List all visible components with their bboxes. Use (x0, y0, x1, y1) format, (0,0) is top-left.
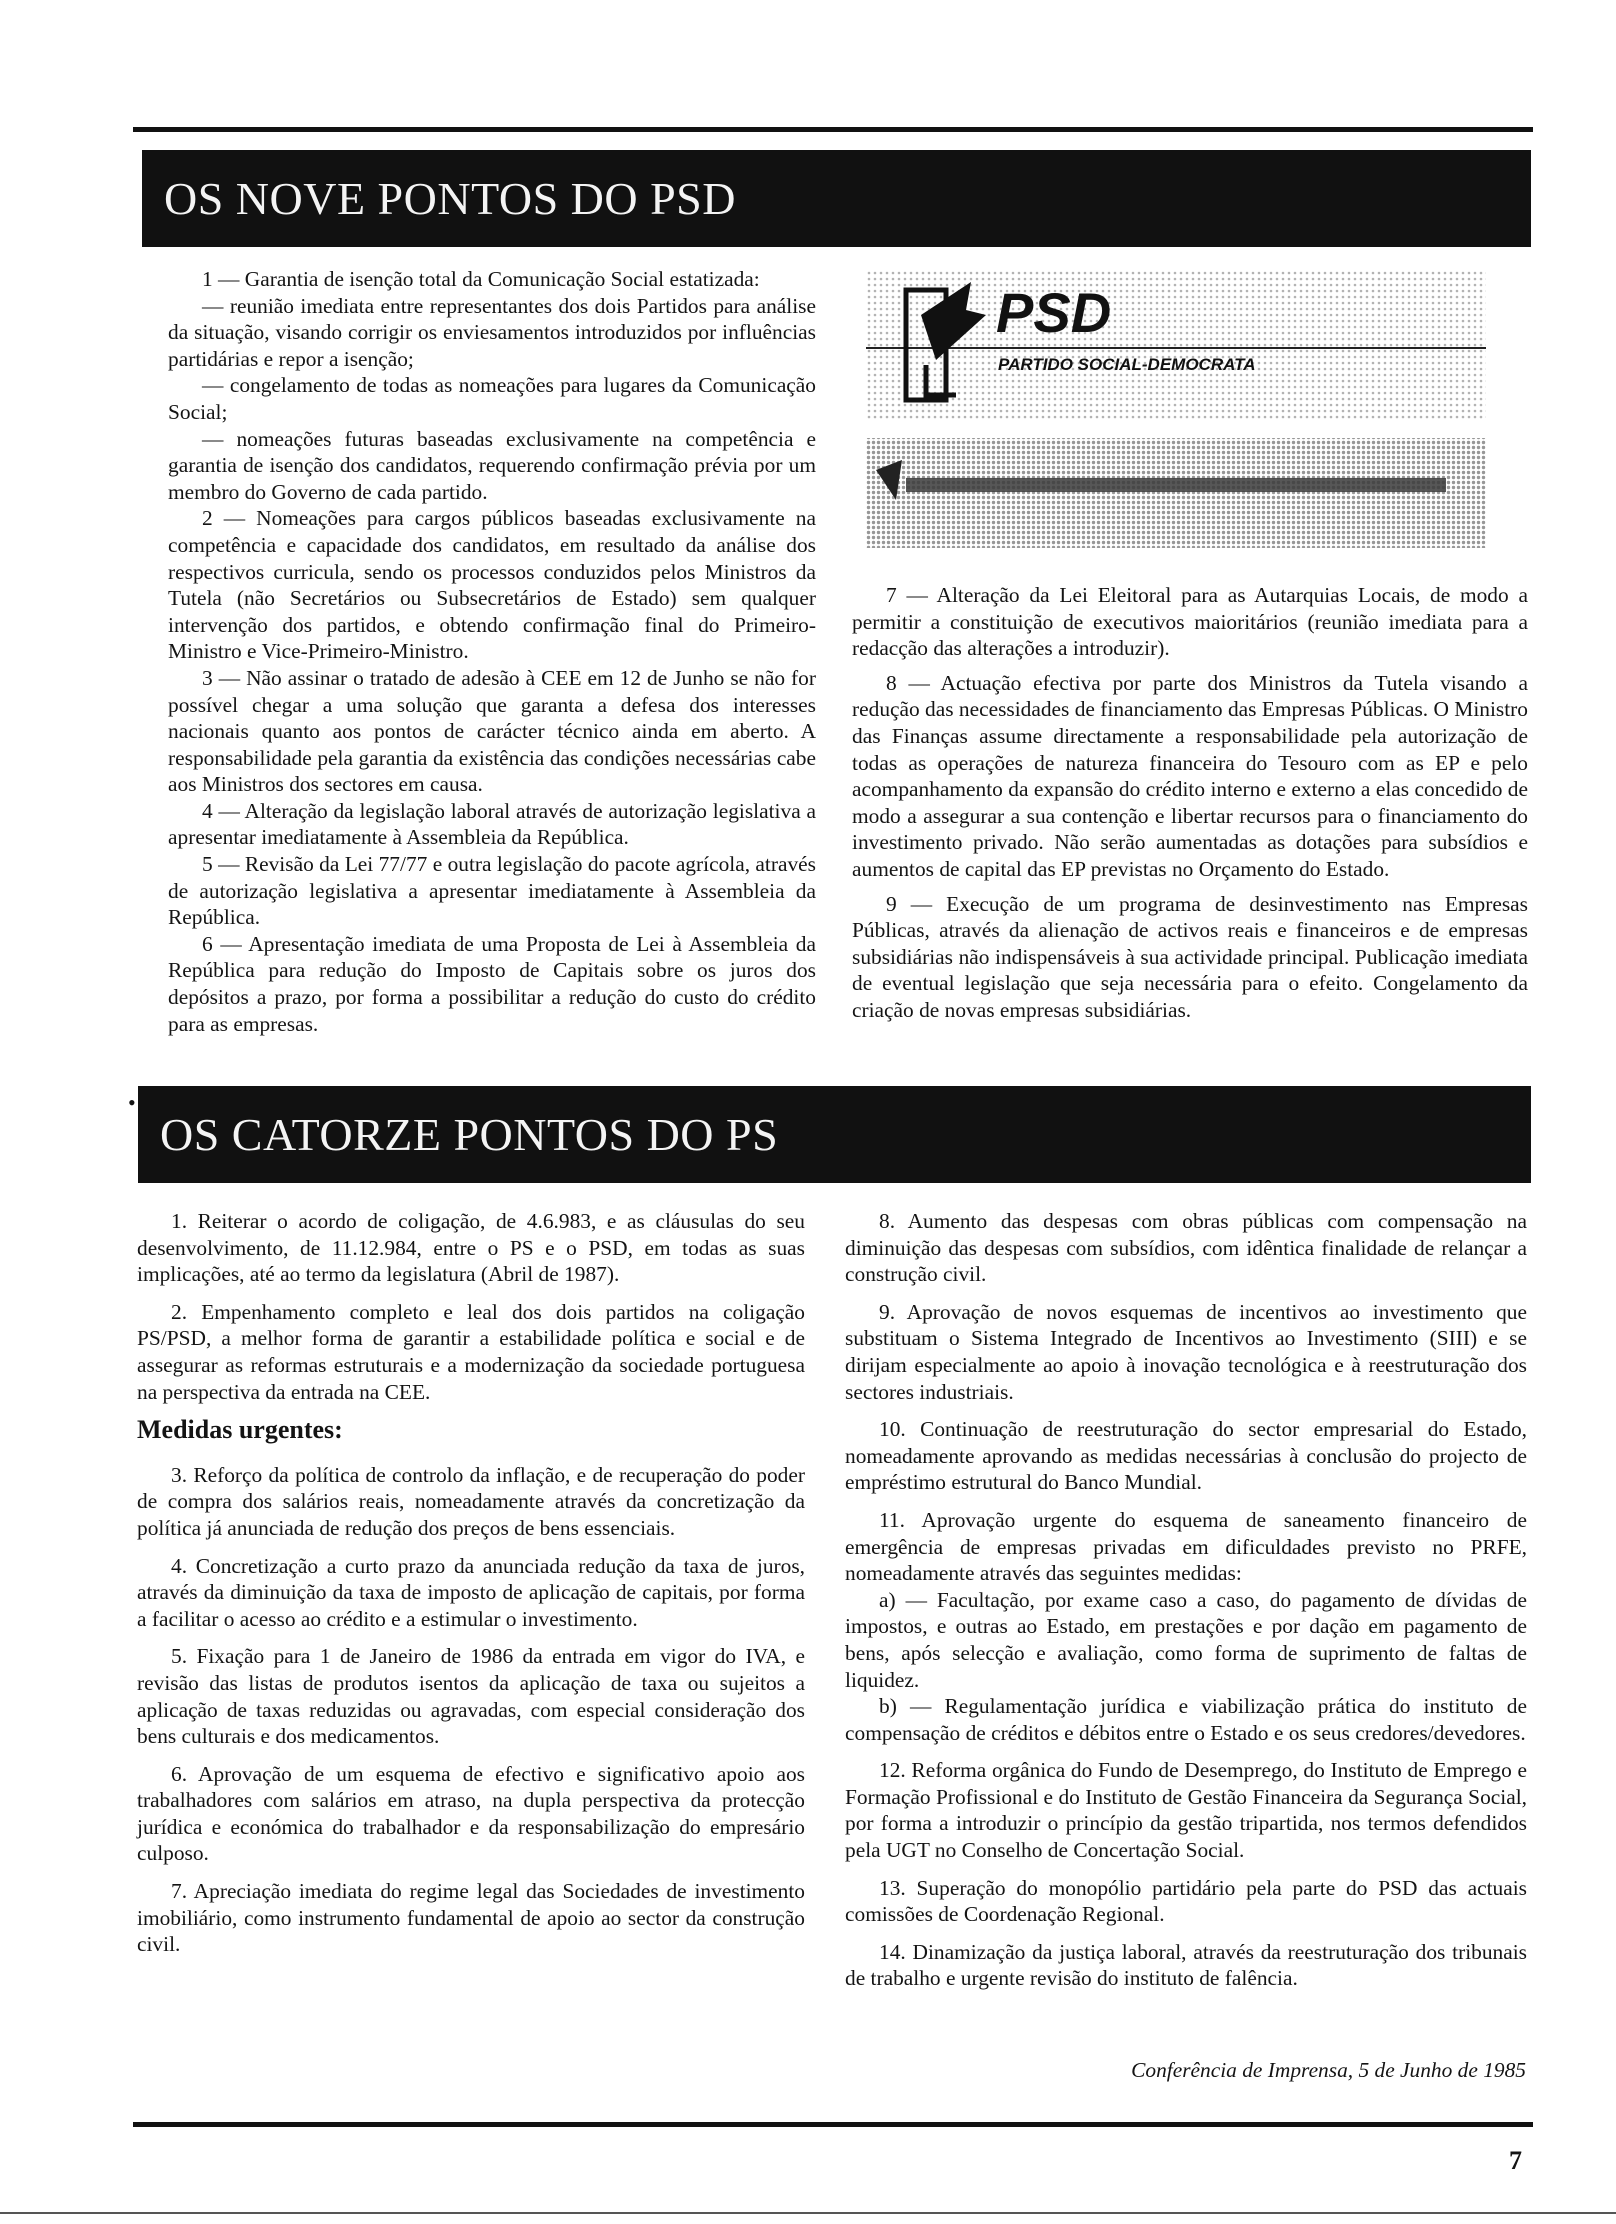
ps-subpoint: b) — Regulamentação jurídica e viabilização prática do instituto de compensação de créditos e débitos entre o Estado e os seus credores/devedores. (845, 1694, 1527, 1745)
psd-logo-image (866, 270, 1486, 550)
bottom-scan-line (0, 2212, 1616, 2214)
section-title: OS CATORZE PONTOS DO PS (160, 1109, 779, 1160)
psd-point: 4 — Alteração da legislação laboral através de autorização legislativa a apresentar imediatamente à Assembleia da República. (168, 798, 816, 850)
psd-point: 5 — Revisão da Lei 77/77 e outra legislação do pacote agrícola, através de autorização legislativa a apresentar imediatamente à Assembleia da República. (168, 852, 816, 930)
psd-logo-letters: PSD (996, 281, 1112, 344)
psd-subpoint: — congelamento de todas as nomeações para lugares da Comunicação Social; (168, 373, 816, 424)
ps-point: 4. Concretização a curto prazo da anunciada redução da taxa de juros, através da diminuição da taxa de imposto de aplicação de capitais, por forma a facilitar o acesso ao crédito e a estimular o investimento. (137, 1553, 805, 1631)
page-number: 7 (1509, 2146, 1522, 2175)
ps-left-column (137, 1208, 805, 1969)
psd-logo-subtitle: PARTIDO SOCIAL-DEMOCRATA (998, 355, 1256, 374)
psd-point: 1 — Garantia de isenção total da Comunicação Social estatizada: (202, 267, 760, 291)
ps-point: 5. Fixação para 1 de Janeiro de 1986 da entrada em vigor do IVA, e revisão das listas de produtos isentos da aplicação de taxa ou sujeitos a aplicação de taxas reduzidas ou agravadas, com especial consideração dos bens culturais e dos medicamentos. (137, 1644, 805, 1749)
ps-point: 9. Aprovação de novos esquemas de incentivos ao investimento que substituam o Sistema Integrado de Incentivos ao Investimento (SIII) e se dirijam especialmente ao apoio à inovação tecnológica e à reestruturação dos sectores industriais. (845, 1299, 1527, 1404)
bottom-rule (133, 2122, 1533, 2127)
ps-point: 8. Aumento das despesas com obras públicas com compensação na diminuição das despesas com subsídios, com idêntica finalidade de relançar a construção civil. (845, 1209, 1527, 1287)
psd-left-column (168, 266, 816, 1037)
psd-subpoint: — nomeações futuras baseadas exclusivamente na competência e garantia de isenção dos candidatos, requerendo confirmação prévia por um membro do Governo de cada partido. (168, 426, 816, 504)
psd-point: 7 — Alteração da Lei Eleitoral para as Autarquias Locais, de modo a permitir a constituição de executivos maioritários (reunião imediata para a redacção das alterações a introduzir). (852, 583, 1528, 661)
ps-point: 14. Dinamização da justiça laboral, através da reestruturação dos tribunais de trabalho e urgente revisão do instituto de falência. (845, 1939, 1527, 1991)
subheading: Medidas urgentes: (137, 1415, 343, 1445)
ps-point: 11. Aprovação urgente do esquema de saneamento financeiro de emergência de empresas privadas em dificuldades previsto no PRFE, nomeadamente através das seguintes medidas: (845, 1507, 1527, 1586)
ps-point: 7. Apreciação imediata do regime legal das Sociedades de investimento imobiliário, como instrumento fundamental de apoio ao sector da construção civil. (137, 1879, 805, 1957)
margin-mark: • (128, 1090, 136, 1115)
ps-point: 12. Reforma orgânica do Fundo de Desemprego, do Instituto de Emprego e Formação Profissional e do Instituto de Gestão Financeira da Segurança Social, por forma a introduzir o princípio da gestão tripartida, nos termos defendidos pela UGT no Conselho de Concertação Social. (845, 1758, 1527, 1863)
ps-point: 13. Superação do monopólio partidário pela parte do PSD das actuais comissões de Coordenação Regional. (845, 1875, 1527, 1927)
ps-point: 2. Empenhamento completo e leal dos dois partidos na coligação PS/PSD, a melhor forma de garantir a estabilidade política e social e de assegurar as reformas estruturais e a modernização da sociedade portuguesa na perspectiva da entrada na CEE. (137, 1299, 805, 1404)
ps-point: 3. Reforço da política de controlo da inflação, e de recuperação do poder de compra dos salários reais, nomeadamente através da concretização da política já anunciada de redução dos preços de bens essenciais. (137, 1462, 805, 1540)
ps-point: 6. Aprovação de um esquema de efectivo e significativo apoio aos trabalhadores com salários em atraso, na dupla perspectiva da protecção jurídica e económica do trabalhador e da responsabilização do empresário culposo. (137, 1761, 805, 1866)
ps-point: 1. Reiterar o acordo de coligação, de 4.6.983, e as cláusulas do seu desenvolvimento, de 11.12.984, entre o PS e o PSD, em todas as suas implicações, até ao termo da legislatura (Abril de 1987). (137, 1209, 805, 1287)
psd-point: 8 — Actuação efectiva por parte dos Ministros da Tutela visando a redução das necessidades de financiamento das Empresas Públicas. O Ministro das Finanças assume directamente a responsabilidade pela autorização de todas as operações de natureza financeira do Tesouro com as EP e pelo acompanhamento da expansão do crédito interno e externo a elas concedido de modo a assegurar a sua contenção e libertar recursos para o financiamento do investimento privado. Não serão aumentadas as dotações para subsídios e aumentos de capital das EP previstas no Orçamento do Estado. (852, 670, 1528, 881)
section-title: OS NOVE PONTOS DO PSD (164, 173, 736, 224)
section-banner-ps (138, 1086, 1531, 1183)
ps-right-column (845, 1208, 1527, 2003)
psd-point: 9 — Execução de um programa de desinvestimento nas Empresas Públicas, através da alienação de activos reais e financeiros e de empresas subsidiárias não indispensáveis à sua actividade principal. Publicação imediata de eventual legislação que seja necessária para o efeito. Congelamento da criação de novas empresas subsidiárias. (852, 891, 1528, 1022)
press-conference-caption: Conferência de Imprensa, 5 de Junho de 1985 (1131, 2058, 1526, 2082)
psd-point: 6 — Apresentação imediata de uma Proposta de Lei à Assembleia da República para redução do Imposto de Capitais sobre os juros dos depósitos a prazo, por forma a possibilitar a redução do custo do crédito para as empresas. (168, 931, 816, 1036)
ps-point: 10. Continuação de reestruturação do sector empresarial do Estado, nomeadamente aprovando as medidas necessárias à conclusão do projecto de empréstimo estrutural do Banco Mundial. (845, 1417, 1527, 1495)
psd-right-column (852, 582, 1528, 1024)
psd-point: 2 — Nomeações para cargos públicos baseadas exclusivamente na competência e capacidade dos candidatos, em resultado da análise dos respectivos curricula, sendo os processos conduzidos pelos Ministros da Tutela (não Secretários ou Subsecretários de Estado) sem qualquer intervenção dos partidos, e obtendo confirmação final do Primeiro-Ministro e Vice-Primeiro-Ministro. (168, 506, 816, 664)
section-banner-psd (142, 150, 1531, 247)
psd-logo-graphic (866, 270, 1486, 550)
psd-subpoint: — reunião imediata entre representantes dos dois Partidos para análise da situação, visando corrigir os enviesamentos introduzidos por influências partidárias e repor a isenção; (168, 293, 816, 371)
ps-subpoint: a) — Facultação, por exame caso a caso, do pagamento de dívidas de impostos, e outras ao Estado, em prestações e por dação em pagamento de bens, após selecção e avaliação, como forma de suprimento de faltas de liquidez. (845, 1587, 1527, 1692)
top-rule (133, 127, 1533, 132)
psd-point: 3 — Não assinar o tratado de adesão à CEE em 12 de Junho se não for possível chegar a uma solução que garanta a defesa dos interesses nacionais quanto aos pontos de carácter técnico ainda em aberto. A responsabilidade pela garantia da existência das condições necessárias cabe aos Ministros dos sectores em causa. (168, 665, 816, 797)
